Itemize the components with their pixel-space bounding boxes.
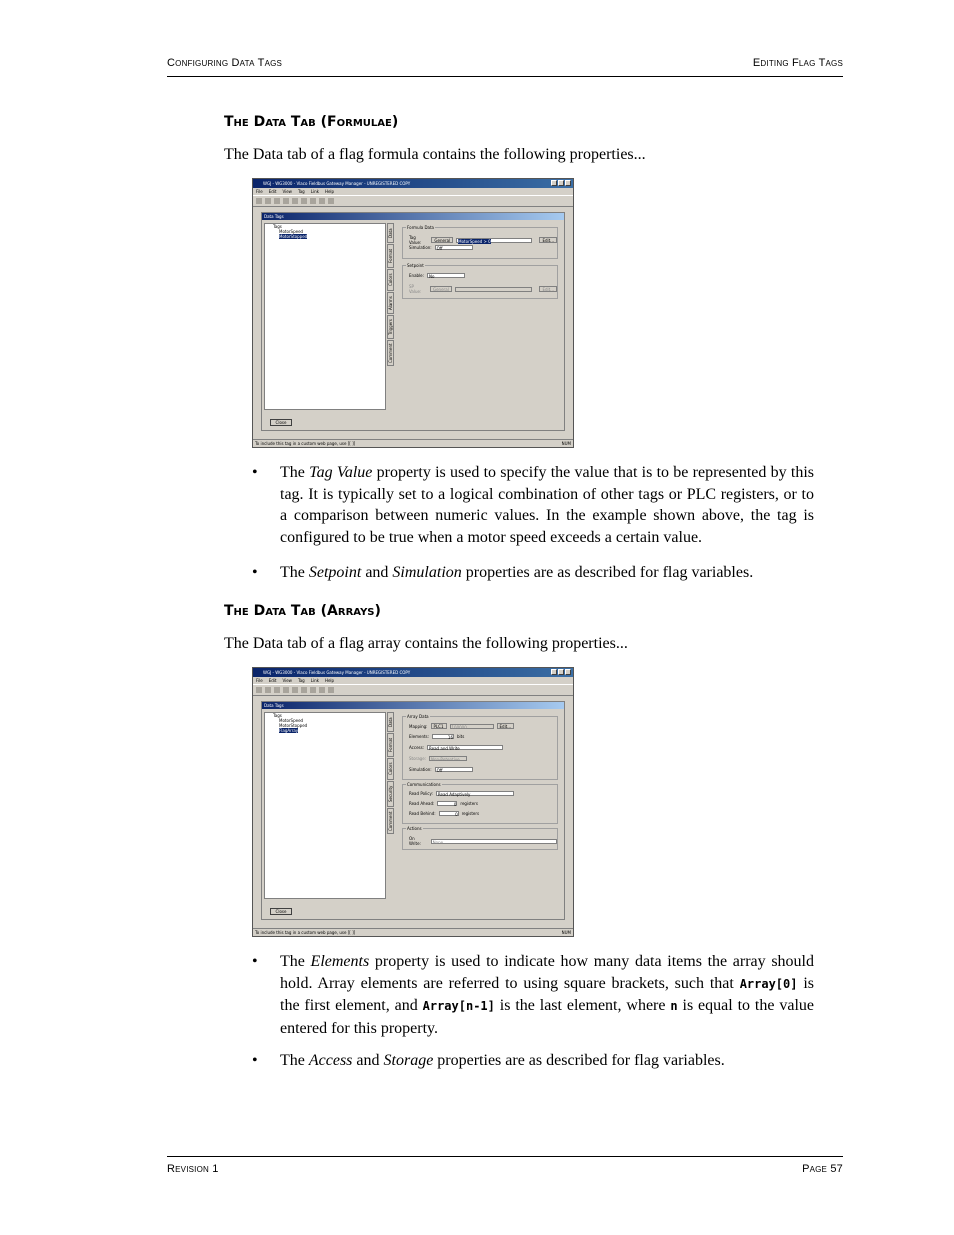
term-tag-value: Tag Value xyxy=(309,464,373,481)
bullet-marker: • xyxy=(252,1052,258,1069)
registers-unit: registers xyxy=(461,811,480,816)
bullet-text: is the first element, and xyxy=(280,974,815,1014)
code-array-0: Array[0] xyxy=(739,976,798,991)
new-icon[interactable] xyxy=(256,687,262,693)
on-write-label: On Write: xyxy=(409,836,421,846)
bullet-text: is the last element, where xyxy=(494,997,671,1014)
menu-help[interactable]: Help xyxy=(324,189,335,194)
send-icon[interactable] xyxy=(328,198,334,204)
term-storage: Storage xyxy=(383,1052,434,1069)
group-title: Setpoint xyxy=(407,263,424,268)
tab-data[interactable]: Data xyxy=(387,712,394,732)
property-panel xyxy=(398,223,562,428)
simulation-row xyxy=(409,245,473,250)
status-text: To include this tag in a custom web page, use [[ ]] xyxy=(255,930,356,935)
tag-tree[interactable] xyxy=(264,223,386,410)
vertical-tabs xyxy=(387,712,395,835)
menu-tag[interactable]: Tag xyxy=(297,678,305,683)
tag-value-text: MotorSpeed > 0 xyxy=(458,238,491,244)
code-n: n xyxy=(670,999,678,1013)
simulation-label: Simulation: xyxy=(409,245,432,250)
code-array-n-1: Array[n-1] xyxy=(422,999,495,1013)
edit-button[interactable]: Edit... xyxy=(497,723,515,729)
mapping-label: Mapping: xyxy=(409,723,428,729)
tab-colors[interactable]: Colors xyxy=(387,758,394,780)
bullet-text: is equal to the value entered for this property. xyxy=(280,997,815,1037)
bullet-access-storage xyxy=(280,1050,814,1072)
tag-tree[interactable] xyxy=(264,712,386,899)
read-policy-row xyxy=(409,791,514,796)
bullet-text: The xyxy=(280,564,309,581)
footer-rule xyxy=(167,1156,843,1157)
enable-row xyxy=(409,273,465,278)
storage-label: Storage: xyxy=(409,756,426,761)
bullet-elements xyxy=(280,951,814,1039)
menu-file[interactable]: File xyxy=(256,678,263,683)
term-setpoint: Setpoint xyxy=(308,564,362,581)
tag-value-field[interactable] xyxy=(456,238,532,243)
menu-bar xyxy=(253,188,573,195)
term-elements: Elements xyxy=(310,953,370,970)
tree-item-motorspeed[interactable]: MotorSpeed xyxy=(279,229,304,234)
menu-file[interactable]: File xyxy=(256,189,263,194)
elements-label: Elements: xyxy=(409,734,429,739)
menu-tag[interactable]: Tag xyxy=(297,189,305,194)
bullet-marker: • xyxy=(252,953,258,970)
mapping-address: 100000 xyxy=(450,724,494,729)
simulation-label: Simulation: xyxy=(409,767,432,772)
bullet-setpoint-simulation xyxy=(280,562,814,584)
bullet-text: The xyxy=(280,464,310,481)
bullet-tag-value xyxy=(280,462,814,548)
tree-item-flagarray[interactable] xyxy=(265,728,385,733)
group-title: Communications xyxy=(407,782,441,787)
edit-button[interactable]: Edit... xyxy=(539,237,557,243)
elements-unit: bits xyxy=(457,734,465,739)
section-intro-formulae: The Data tab of a flag formula contains the following properties... xyxy=(224,146,646,163)
tab-data[interactable]: Data xyxy=(387,223,394,243)
mapping-button[interactable]: PLC1 xyxy=(431,723,447,729)
status-num: NUM xyxy=(561,930,571,935)
menu-view[interactable]: View xyxy=(282,189,292,194)
read-policy-select[interactable]: Read Adaptively xyxy=(436,791,514,796)
tree-item-label: MotorStopped xyxy=(279,234,308,239)
tab-comment[interactable]: Comment xyxy=(387,340,394,366)
minimize-icon[interactable] xyxy=(551,180,557,186)
bullet-text: and xyxy=(352,1052,384,1069)
bullet-text: properties are as described for flag variables. xyxy=(461,564,754,581)
tree-item-tags[interactable]: Tags xyxy=(273,713,282,718)
bullet-text: properties are as described for flag variables. xyxy=(433,1052,725,1069)
tree-item-motorspeed[interactable]: MotorSpeed xyxy=(279,718,304,723)
bullet-marker: • xyxy=(252,464,258,481)
tab-format[interactable]: Format xyxy=(387,244,394,268)
tab-comment[interactable]: Comment xyxy=(387,808,394,834)
group-array-data xyxy=(402,716,558,780)
panel-title: Data Tags xyxy=(262,702,564,709)
maximize-icon[interactable] xyxy=(558,669,564,675)
sp-value-label: SP Value: xyxy=(409,284,422,294)
property-panel xyxy=(398,712,562,917)
up-icon[interactable] xyxy=(319,198,325,204)
mapping-row xyxy=(409,723,514,729)
footer-page-number: Page 57 xyxy=(802,1163,843,1175)
up-icon[interactable] xyxy=(319,687,325,693)
sp-mode-button[interactable]: General xyxy=(430,286,452,292)
read-ahead-field[interactable]: 0 xyxy=(437,801,457,806)
tree-item-motorstopped[interactable]: MotorStopped xyxy=(279,723,308,728)
status-bar xyxy=(253,928,573,936)
tag-value-mode-button[interactable]: General xyxy=(431,237,453,243)
read-policy-label: Read Policy: xyxy=(409,791,433,796)
status-num: NUM xyxy=(561,441,571,446)
elements-field[interactable]: 16 xyxy=(432,734,454,739)
data-tags-panel xyxy=(261,212,565,431)
running-header-left: Configuring Data Tags xyxy=(167,57,283,69)
on-write-row xyxy=(409,836,557,846)
menu-help[interactable]: Help xyxy=(324,678,335,683)
tree-item-motorstopped[interactable] xyxy=(265,234,385,239)
registers-unit: registers xyxy=(460,801,478,806)
header-rule xyxy=(167,76,843,77)
tag-value-label: Tag Value: xyxy=(409,235,422,245)
window-title: WGJ - WG3000 - Vlaco Fieldbus Gateway Manager - UNREGISTERED COPY xyxy=(263,670,411,675)
group-title: Formula Data xyxy=(407,225,434,230)
close-button[interactable]: Close xyxy=(270,419,292,426)
section-intro-arrays: The Data tab of a flag array contains the following properties... xyxy=(224,635,628,652)
screenshot-formula-data-tab xyxy=(252,178,574,448)
minimize-icon[interactable] xyxy=(551,669,557,675)
access-row xyxy=(409,745,503,750)
term-access: Access xyxy=(308,1052,353,1069)
open-icon[interactable] xyxy=(265,198,271,204)
status-text: To include this tag in a custom web page, use [[ ]] xyxy=(255,441,356,446)
close-icon[interactable] xyxy=(565,669,571,675)
delete-icon[interactable] xyxy=(310,687,316,693)
tag-value-row xyxy=(409,235,557,245)
group-communications xyxy=(402,784,558,824)
status-bar xyxy=(253,439,573,447)
enable-select[interactable]: No xyxy=(427,273,465,278)
screenshot-array-data-tab xyxy=(252,667,574,937)
sp-value-row xyxy=(409,284,557,294)
read-behind-row xyxy=(409,811,479,816)
read-ahead-row xyxy=(409,801,478,806)
access-label: Access: xyxy=(409,745,425,750)
new-icon[interactable] xyxy=(256,198,262,204)
bullet-text: property is used to indicate how many data items the array should hold. Array elements are referred to using square brackets, such that xyxy=(280,953,815,992)
read-ahead-label: Read Ahead: xyxy=(409,801,435,806)
tab-colors[interactable]: Colors xyxy=(387,269,394,291)
cut-icon[interactable] xyxy=(283,198,289,204)
menu-view[interactable]: View xyxy=(282,678,292,683)
vertical-tabs xyxy=(387,223,395,367)
tab-security[interactable]: Security xyxy=(387,781,394,807)
paste-icon[interactable] xyxy=(301,198,307,204)
panel-title: Data Tags xyxy=(262,213,564,220)
bullet-text: and xyxy=(361,564,393,581)
tree-item-tags[interactable]: Tags xyxy=(273,224,282,229)
tab-alarms[interactable]: Alarms xyxy=(387,292,394,314)
bullet-marker: • xyxy=(252,564,258,581)
enable-label: Enable: xyxy=(409,273,424,278)
section-heading-arrays: The Data Tab (Arrays) xyxy=(224,603,381,619)
group-title: Array Data xyxy=(407,714,429,719)
term-simulation: Simulation xyxy=(392,564,462,581)
maximize-icon[interactable] xyxy=(558,180,564,186)
on-write-field[interactable]: None xyxy=(431,839,557,844)
menu-edit[interactable]: Edit xyxy=(268,189,277,194)
data-tags-panel xyxy=(261,701,565,920)
cut-icon[interactable] xyxy=(283,687,289,693)
close-icon[interactable] xyxy=(565,180,571,186)
delete-icon[interactable] xyxy=(310,198,316,204)
group-formula-data xyxy=(402,227,558,259)
bullet-text: property is used to specify the value that is to be represented by this tag. It is typically set to a logical combination of other tags or PLC registers, or to a comparison between numeric values. In the example shown above, the tag is configured to be true when a motor speed exceeds a certain value. xyxy=(280,464,815,546)
toolbar xyxy=(253,195,573,207)
menu-edit[interactable]: Edit xyxy=(268,678,277,683)
menu-bar xyxy=(253,677,573,684)
tree-item-label: FlagArray xyxy=(279,728,299,733)
copy-icon[interactable] xyxy=(292,687,298,693)
read-behind-field[interactable]: 0 xyxy=(439,811,459,816)
menu-link[interactable]: Link xyxy=(310,678,319,683)
elements-row xyxy=(409,734,464,739)
copy-icon[interactable] xyxy=(292,198,298,204)
send-icon[interactable] xyxy=(328,687,334,693)
storage-select[interactable]: Non-Retentive xyxy=(429,756,467,761)
group-actions xyxy=(402,828,558,850)
tab-format[interactable]: Format xyxy=(387,733,394,757)
window-titlebar xyxy=(253,179,573,188)
bullet-text: The xyxy=(280,953,311,970)
access-select[interactable]: Read and Write xyxy=(427,745,503,750)
footer-revision: Revision 1 xyxy=(167,1163,219,1175)
sp-value-field[interactable] xyxy=(455,287,533,292)
menu-link[interactable]: Link xyxy=(310,189,319,194)
toolbar xyxy=(253,684,573,696)
tab-triggers[interactable]: Triggers xyxy=(387,315,394,339)
sp-edit-button[interactable]: Edit... xyxy=(539,286,557,292)
section-heading-formulae: The Data Tab (Formulae) xyxy=(224,114,399,130)
bullet-text: The xyxy=(280,1052,309,1069)
open-icon[interactable] xyxy=(265,687,271,693)
window-titlebar xyxy=(253,668,573,677)
simulation-select[interactable]: Off xyxy=(435,767,473,772)
simulation-select[interactable]: Off xyxy=(435,245,473,250)
storage-row xyxy=(409,756,467,761)
save-icon[interactable] xyxy=(274,687,280,693)
paste-icon[interactable] xyxy=(301,687,307,693)
group-title: Actions xyxy=(407,826,422,831)
simulation-row xyxy=(409,767,473,772)
running-header-right: Editing Flag Tags xyxy=(752,57,843,69)
save-icon[interactable] xyxy=(274,198,280,204)
group-setpoint xyxy=(402,265,558,299)
window-title: WGJ - WG3000 - Vlaco Fieldbus Gateway Manager - UNREGISTERED COPY xyxy=(263,181,411,186)
close-button[interactable]: Close xyxy=(270,908,292,915)
read-behind-label: Read Behind: xyxy=(409,811,436,816)
